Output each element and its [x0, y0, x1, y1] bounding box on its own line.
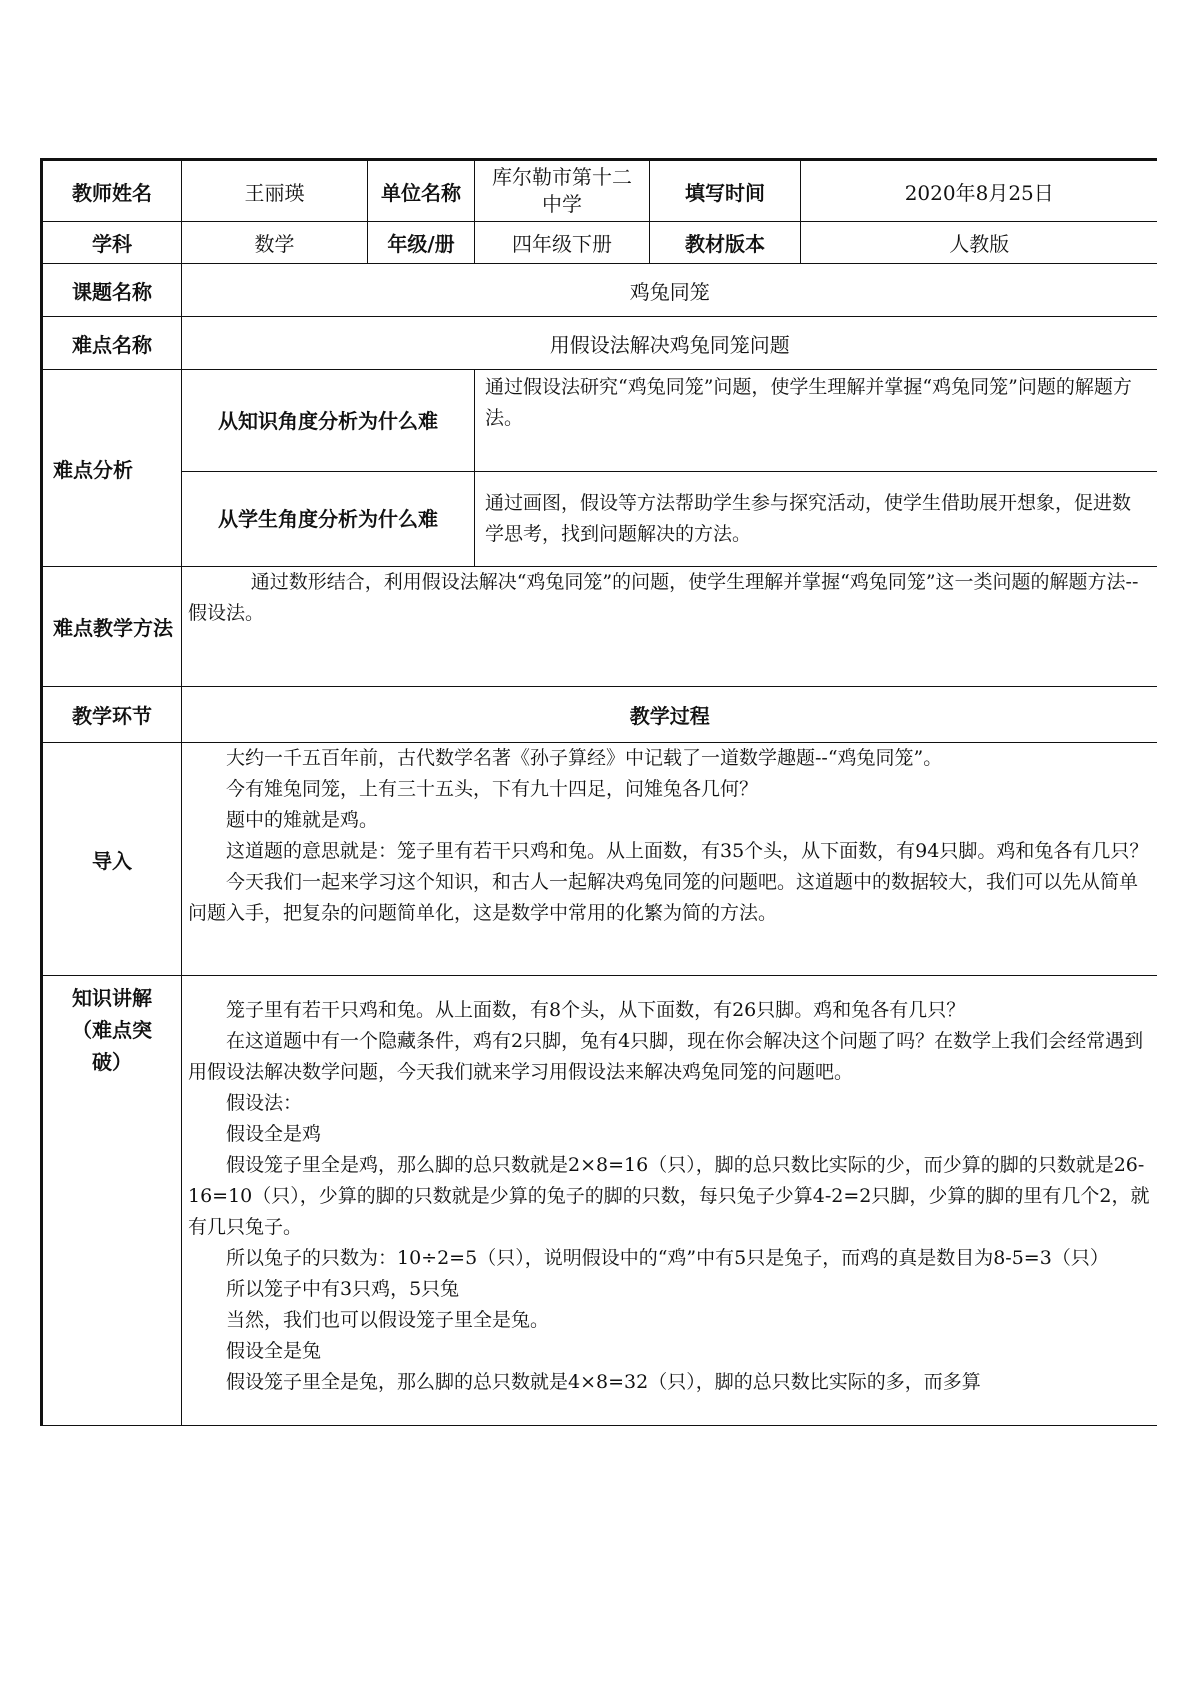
edition-value: 人教版 [801, 222, 1158, 264]
lesson-plan-table [40, 158, 1157, 1426]
intro-row [42, 743, 1158, 976]
method-row [42, 567, 1158, 687]
student-angle-label: 从学生角度分析为什么难 [182, 472, 475, 567]
student-angle-text: 通过画图，假设等方法帮助学生参与探究活动，使学生借助展开想象，促进数学思考，找到问题解决的方法。 [475, 472, 1158, 567]
explain-label-line: 破） [92, 1050, 132, 1074]
explain-paragraph: 所以兔子的只数为：10÷2=5（只），说明假设中的“鸡”中有5只是兔子，而鸡的真是数目为8-5=3（只） [226, 1247, 1109, 1269]
explain-label-line: （难点突 [72, 1018, 152, 1042]
knowledge-angle-label: 从知识角度分析为什么难 [182, 370, 475, 472]
topic-value: 鸡兔同笼 [182, 264, 1158, 317]
section-head-row [42, 687, 1158, 743]
difficulty-row [42, 317, 1158, 370]
analysis-row-student [42, 472, 1158, 567]
intro-cell [182, 743, 1158, 976]
explain-paragraph: 所以笼子中有3只鸡，5只兔 [226, 1278, 460, 1300]
subject-label: 学科 [42, 222, 182, 264]
explain-paragraph: 当然，我们也可以假设笼子里全是兔。 [226, 1309, 550, 1331]
explain-paragraph: 假设笼子里全是兔，那么脚的总只数就是4×8=32（只），脚的总只数比实际的多，而多算 [226, 1371, 981, 1393]
fill-date-label: 填写时间 [650, 160, 801, 222]
teacher-name-value: 王丽瑛 [182, 160, 368, 222]
method-cell [182, 567, 1158, 687]
explain-paragraph: 假设全是鸡 [226, 1123, 322, 1145]
grade-label: 年级/册 [368, 222, 475, 264]
explain-paragraph: 假设法： [226, 1092, 303, 1114]
subject-value: 数学 [182, 222, 368, 264]
explain-paragraph: 假设全是兔 [226, 1340, 322, 1362]
intro-paragraph: 今有雉兔同笼，上有三十五头，下有九十四足，问雉兔各几何？ [226, 778, 759, 800]
teacher-name-label: 教师姓名 [42, 160, 182, 222]
method-text: 通过数形结合，利用假设法解决“鸡兔同笼”的问题，使学生理解并掌握“鸡兔同笼”这一类问题的解题方法--假设法。 [188, 571, 1139, 624]
difficulty-value: 用假设法解决鸡兔同笼问题 [182, 317, 1158, 370]
difficulty-label: 难点名称 [42, 317, 182, 370]
fill-date-value: 2020年8月25日 [801, 160, 1158, 222]
unit-name-label: 单位名称 [368, 160, 475, 222]
unit-name-value: 库尔勒市第十二中学 [475, 160, 650, 222]
explain-row [42, 976, 1158, 1426]
explain-paragraph: 笼子里有若干只鸡和兔。从上面数，有8个头，从下面数，有26只脚。鸡和兔各有几只？ [226, 999, 966, 1021]
lesson-plan-sheet [40, 158, 1157, 1515]
explain-paragraph: 假设笼子里全是鸡，那么脚的总只数就是2×8=16（只），脚的总只数比实际的少，而少算的脚的只数就是26-16=10（只），少算的脚的只数就是少算的兔子的脚的只数，每只兔子少算4-2=2只脚，少算的脚的里有几个2，就有几只兔子。 [188, 1154, 1150, 1238]
explain-paragraph: 在这道题中有一个隐藏条件，鸡有2只脚，兔有4只脚，现在你会解决这个问题了吗？在数学上我们会经常遇到用假设法解决数学问题，今天我们就来学习用假设法来解决鸡兔同笼的问题吧。 [188, 1030, 1144, 1083]
intro-paragraph: 大约一千五百年前，古代数学名著《孙子算经》中记载了一道数学趣题--“鸡兔同笼”。 [226, 747, 943, 769]
teaching-process-label: 教学过程 [182, 687, 1158, 743]
edition-label: 教材版本 [650, 222, 801, 264]
intro-label: 导入 [42, 743, 182, 976]
analysis-label: 难点分析 [42, 370, 182, 567]
teaching-stage-label: 教学环节 [42, 687, 182, 743]
header-row-1 [42, 160, 1158, 222]
header-row-2 [42, 222, 1158, 264]
intro-paragraph: 题中的雉就是鸡。 [226, 809, 379, 831]
topic-row [42, 264, 1158, 317]
intro-paragraph: 今天我们一起来学习这个知识，和古人一起解决鸡兔同笼的问题吧。这道题中的数据较大，我们可以先从简单问题入手，把复杂的问题简单化，这是数学中常用的化繁为简的方法。 [188, 871, 1139, 924]
analysis-row-knowledge [42, 370, 1158, 472]
grade-value: 四年级下册 [475, 222, 650, 264]
explain-content [188, 995, 1152, 1425]
topic-label: 课题名称 [42, 264, 182, 317]
explain-cell [182, 976, 1158, 1426]
intro-paragraph: 这道题的意思就是：笼子里有若干只鸡和兔。从上面数，有35个头，从下面数，有94只脚。鸡和兔各有几只？ [226, 840, 1149, 862]
explain-label [42, 976, 182, 1426]
explain-label-line: 知识讲解 [72, 986, 152, 1010]
method-label: 难点教学方法 [42, 567, 182, 687]
knowledge-angle-text: 通过假设法研究“鸡兔同笼”问题，使学生理解并掌握“鸡兔同笼”问题的解题方法。 [475, 370, 1158, 472]
